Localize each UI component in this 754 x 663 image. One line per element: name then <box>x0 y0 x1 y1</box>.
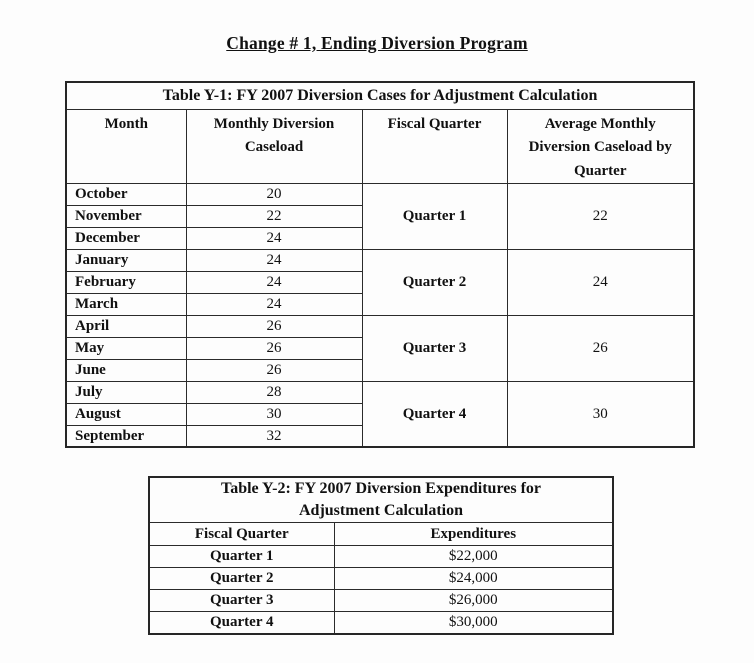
table-y2-header-row <box>149 523 613 546</box>
month-cell: October <box>66 183 186 205</box>
quarter-cell: Quarter 4 <box>362 381 507 447</box>
document-heading <box>0 33 754 54</box>
table-y2 <box>148 476 614 635</box>
caseload-cell: 30 <box>186 403 362 425</box>
column-header-monthly-caseload: Monthly Diversion Caseload <box>186 110 362 184</box>
table-row <box>149 546 613 568</box>
month-cell: November <box>66 205 186 227</box>
quarter-cell: Quarter 3 <box>362 315 507 381</box>
quarter-cell: Quarter 4 <box>149 612 334 634</box>
quarter-cell: Quarter 1 <box>149 546 334 568</box>
column-header-month: Month <box>66 110 186 184</box>
table-y1 <box>65 81 695 448</box>
month-cell: March <box>66 293 186 315</box>
expenditures-cell: $30,000 <box>334 612 613 634</box>
page-title: Change # 1, Ending Diversion Program <box>226 33 528 53</box>
column-header-fiscal-quarter-y2: Fiscal Quarter <box>149 523 334 546</box>
month-cell: August <box>66 403 186 425</box>
caseload-cell: 26 <box>186 359 362 381</box>
month-cell: December <box>66 227 186 249</box>
expenditures-cell: $26,000 <box>334 590 613 612</box>
month-cell: May <box>66 337 186 359</box>
caseload-cell: 32 <box>186 425 362 447</box>
table-row <box>66 315 694 337</box>
caseload-cell: 26 <box>186 337 362 359</box>
month-cell: April <box>66 315 186 337</box>
table-row <box>66 183 694 205</box>
column-header-expenditures: Expenditures <box>334 523 613 546</box>
average-cell: 22 <box>507 183 694 249</box>
average-cell: 24 <box>507 249 694 315</box>
expenditures-cell: $24,000 <box>334 568 613 590</box>
quarter-cell: Quarter 1 <box>362 183 507 249</box>
caseload-cell: 20 <box>186 183 362 205</box>
average-cell: 30 <box>507 381 694 447</box>
caseload-cell: 22 <box>186 205 362 227</box>
table-row <box>149 568 613 590</box>
caseload-cell: 26 <box>186 315 362 337</box>
average-cell: 26 <box>507 315 694 381</box>
month-cell: July <box>66 381 186 403</box>
expenditures-cell: $22,000 <box>334 546 613 568</box>
table-y1-title-row <box>66 82 694 110</box>
month-cell: February <box>66 271 186 293</box>
quarter-cell: Quarter 2 <box>362 249 507 315</box>
table-row <box>66 381 694 403</box>
month-cell: January <box>66 249 186 271</box>
caseload-cell: 24 <box>186 293 362 315</box>
month-cell: June <box>66 359 186 381</box>
table-y2-title: Table Y-2: FY 2007 Diversion Expenditures for Adjustment Calculation <box>149 477 613 523</box>
table-row <box>149 590 613 612</box>
caseload-cell: 24 <box>186 227 362 249</box>
caseload-cell: 24 <box>186 249 362 271</box>
table-y1-header-row <box>66 110 694 184</box>
month-cell: September <box>66 425 186 447</box>
table-row <box>66 249 694 271</box>
caseload-cell: 28 <box>186 381 362 403</box>
quarter-cell: Quarter 2 <box>149 568 334 590</box>
caseload-cell: 24 <box>186 271 362 293</box>
table-y1-title: Table Y-1: FY 2007 Diversion Cases for Adjustment Calculation <box>66 82 694 110</box>
column-header-average-caseload: Average Monthly Diversion Caseload by Quarter <box>507 110 694 184</box>
quarter-cell: Quarter 3 <box>149 590 334 612</box>
table-row <box>149 612 613 634</box>
table-y2-title-row <box>149 477 613 523</box>
column-header-fiscal-quarter: Fiscal Quarter <box>362 110 507 184</box>
